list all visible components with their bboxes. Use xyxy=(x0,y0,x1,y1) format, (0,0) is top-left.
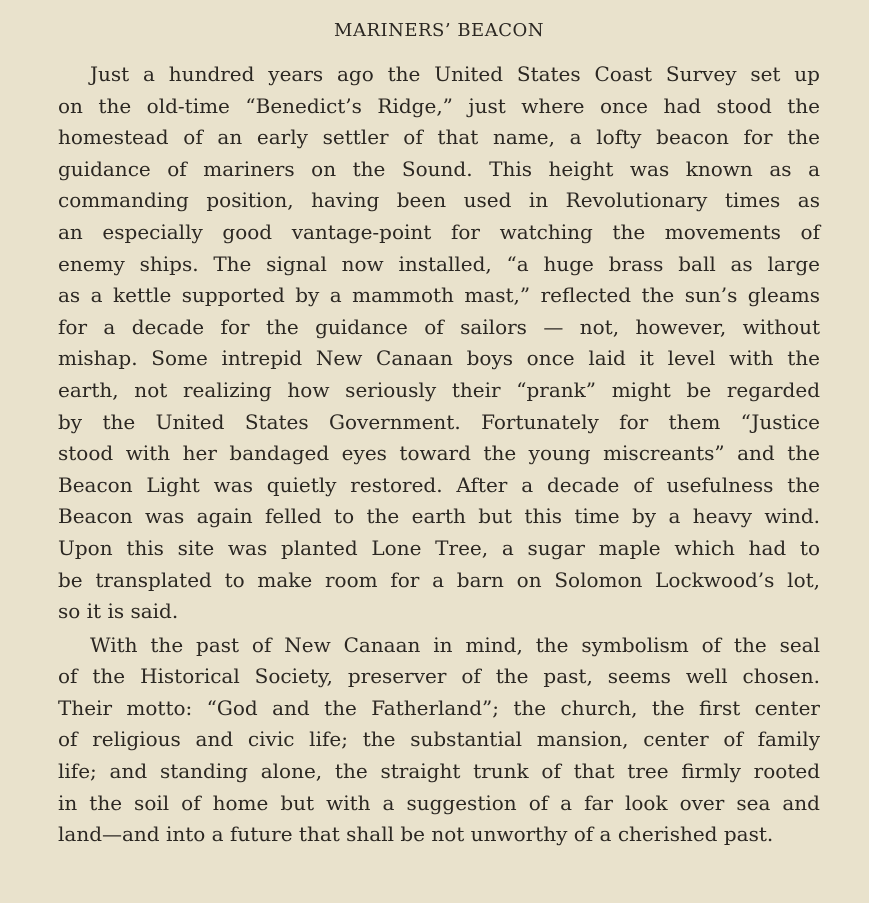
text-line: on the old-time “Benedict’s Ridge,” just where once had stood the xyxy=(58,93,820,118)
text-line: life; and standing alone, the straight trunk of that tree firmly rooted xyxy=(58,759,820,784)
text-line: of the Historical Society, preserver of the past, seems well chosen. xyxy=(58,664,820,689)
text-line: be transplated to make room for a barn on Solomon Lockwood’s lot, xyxy=(58,567,820,592)
text-line: enemy ships. The signal now installed, “a huge brass ball as large xyxy=(58,251,820,276)
text-line: commanding position, having been used in Revolutionary times as xyxy=(58,188,820,213)
text-line: of religious and civic life; the substantial mansion, center of family xyxy=(58,727,820,752)
text-line: by the United States Government. Fortunately for them “Justice xyxy=(58,409,820,434)
text-line: guidance of mariners on the Sound. This height was known as a xyxy=(58,156,820,181)
text-line: Upon this site was planted Lone Tree, a sugar maple which had to xyxy=(58,535,820,560)
text-line: Beacon Light was quietly restored. After a decade of usefulness the xyxy=(58,472,820,497)
paragraph-2 xyxy=(58,630,820,851)
paragraph-1 xyxy=(58,59,820,628)
text-line: homestead of an early settler of that name, a lofty beacon for the xyxy=(58,125,820,150)
text-line: earth, not realizing how seriously their “prank” might be regarded xyxy=(58,377,820,402)
text-line: land—and into a future that shall be not unworthy of a cherished past. xyxy=(58,822,774,847)
text-line: mishap. Some intrepid New Canaan boys once laid it level with the xyxy=(58,346,820,371)
document-page xyxy=(58,16,820,851)
text-line: Their motto: “God and the Fatherland”; the church, the first center xyxy=(58,695,820,720)
text-line: for a decade for the guidance of sailors — not, however, without xyxy=(58,314,820,339)
text-line: as a kettle supported by a mammoth mast,” reflected the sun’s gleams xyxy=(58,283,820,308)
text-line: so it is said. xyxy=(58,599,179,624)
text-line: With the past of New Canaan in mind, the symbolism of the seal xyxy=(90,632,820,657)
page-heading: MARINERS’ BEACON xyxy=(334,20,544,41)
text-line: an especially good vantage-point for watching the movements of xyxy=(58,219,820,244)
text-line: Just a hundred years ago the United States Coast Survey set up xyxy=(90,62,820,86)
text-line: Beacon was again felled to the earth but this time by a heavy wind. xyxy=(58,504,820,529)
text-line: stood with her bandaged eyes toward the young miscreants” and the xyxy=(58,441,820,466)
text-line: in the soil of home but with a suggestion of a far look over sea and xyxy=(58,790,820,815)
